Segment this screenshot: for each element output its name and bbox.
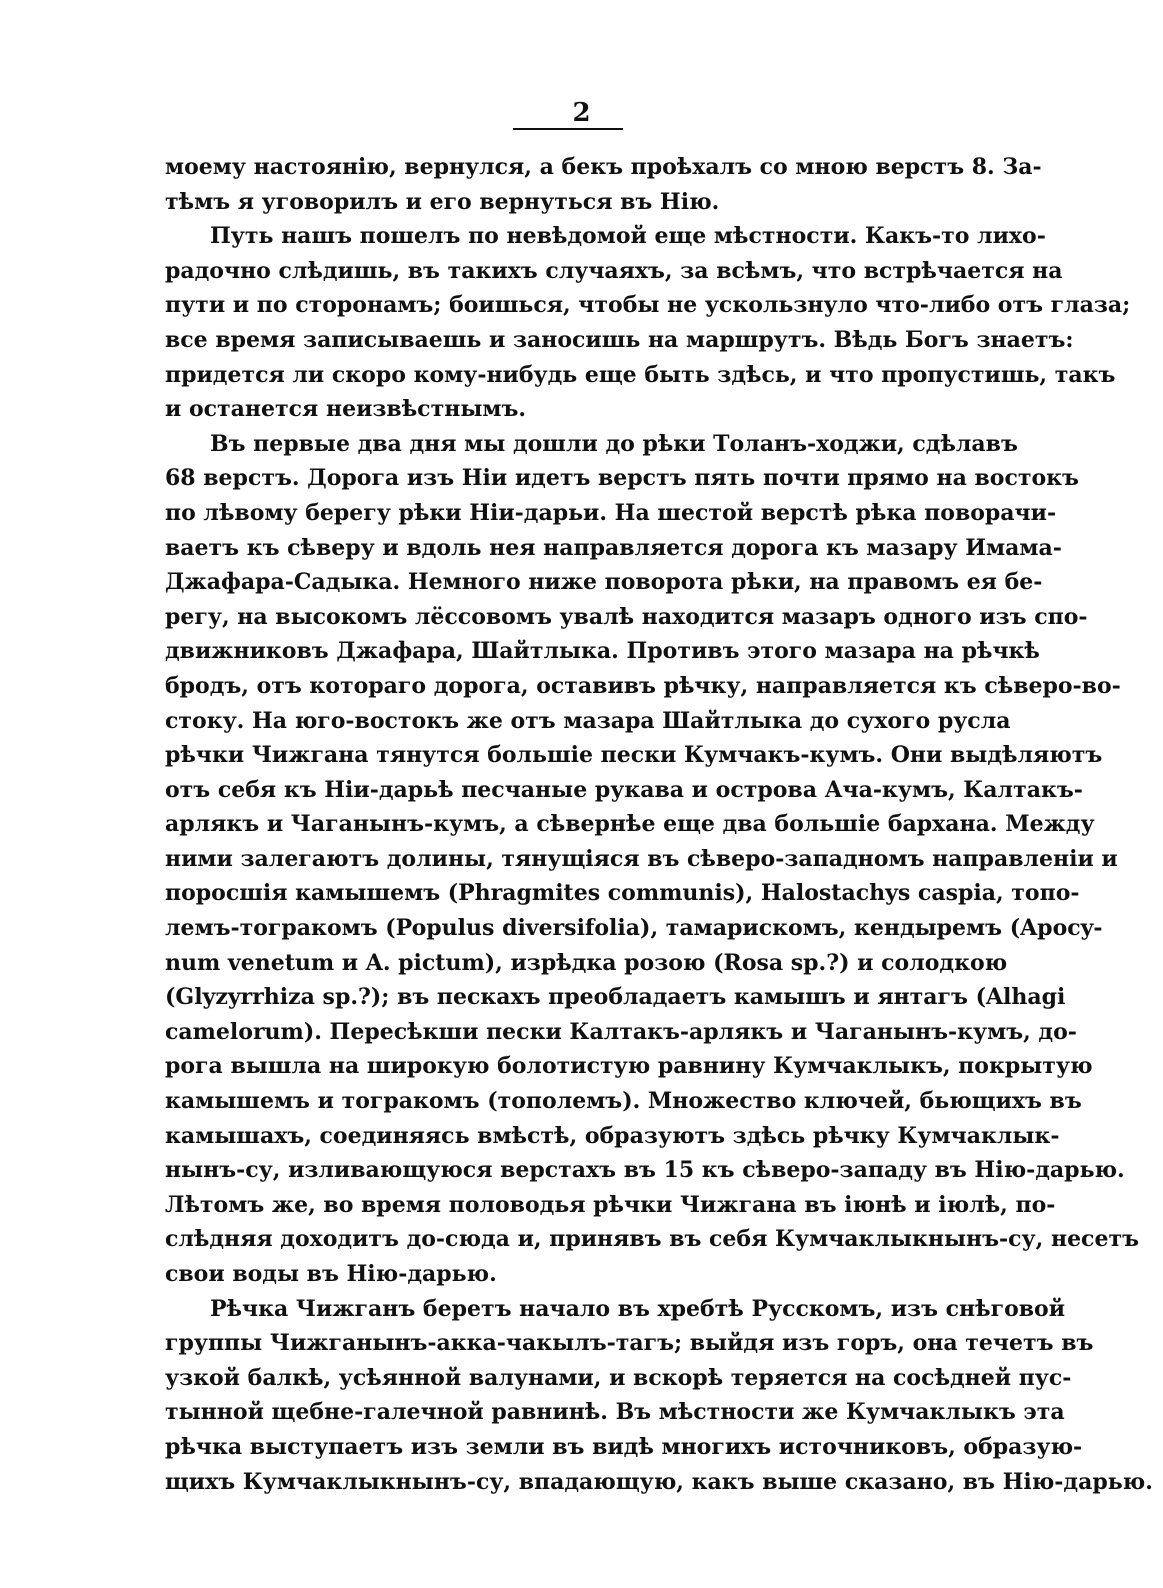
text-line: пути и по сторонамъ; боишься, чтобы не ускользнуло что-либо отъ глаза; <box>165 292 1131 319</box>
text-line: по лѣвому берегу рѣки Ніи-дарьи. На шестой верстѣ рѣка поворачи- <box>165 499 1057 526</box>
text-line: Въ первые два дня мы дошли до рѣки Толанъ-ходжи, сдѣлавъ <box>210 430 1018 457</box>
text-line: свои воды въ Нію-дарью. <box>165 1261 497 1287</box>
text-line: и останется неизвѣстнымъ. <box>165 396 527 423</box>
text-line: camelorum). Пересѣкши пески Калтакъ-арлякъ и Чаганынъ-кумъ, до- <box>165 1018 1077 1045</box>
paragraph <box>165 150 1042 219</box>
text-line: 68 верстъ. Дорога изъ Ніи идетъ верстъ пять почти прямо на востокъ <box>165 465 1079 492</box>
paragraph <box>165 1292 1153 1500</box>
text-line: придется ли скоро кому-нибудь еще быть здѣсь, и что пропустишь, такъ <box>165 361 1116 388</box>
text-line: стоку. На юго-востокъ же отъ мазара Шайтлыка до сухого русла <box>165 707 1011 734</box>
text-line: камышемъ и тогракомъ (тополемъ). Множество ключей, бьющихъ въ <box>165 1088 1082 1115</box>
text-line: Рѣчка Чижганъ беретъ начало въ хребтѣ Русскомъ, изъ снѣговой <box>210 1295 1066 1322</box>
text-line: щихъ Кумчаклыкнынъ-су, впадающую, какъ выше сказано, въ Нію-дарью. <box>165 1468 1153 1495</box>
text-line: рѣчка выступаетъ изъ земли въ видѣ многихъ источниковъ, образую- <box>165 1433 1083 1460</box>
body-text <box>165 150 1153 1499</box>
paragraph <box>165 427 1139 1292</box>
text-line: слѣдняя доходитъ до-сюда и, принявъ въ себя Кумчаклыкнынъ-су, несетъ <box>165 1226 1139 1253</box>
text-line: радочно слѣдишь, въ такихъ случаяхъ, за всѣмъ, что встрѣчается на <box>165 257 1063 284</box>
text-line: нынъ-су, изливающуюся верстахъ въ 15 къ сѣверо-западу въ Нію-дарью. <box>165 1157 1125 1184</box>
text-line: арлякъ и Чаганынъ-кумъ, а сѣвернѣе еще два большіе бархана. Между <box>165 811 1095 838</box>
text-line: все время записываешь и заносишь на маршрутъ. Вѣдь Богъ знаетъ: <box>165 326 1074 353</box>
text-line: поросшія камышемъ (Phragmites communis), Halostachys caspia, топо- <box>165 880 1080 907</box>
text-line: бродъ, отъ котораго дорога, оставивъ рѣчку, направляется къ сѣверо-во- <box>165 672 1121 699</box>
text-line: тынной щебне-галечной равнинѣ. Въ мѣстности же Кумчаклыкъ эта <box>165 1399 1065 1426</box>
text-line: регу, на высокомъ лёссовомъ увалѣ находится мазаръ одного изъ спо- <box>165 603 1088 630</box>
text-line: лемъ-тогракомъ (Populus diversifolia), тамарискомъ, кендыремъ (Apocy- <box>165 915 1103 942</box>
text-line: движниковъ Джафара, Шайтлыка. Противъ этого мазара на рѣчкѣ <box>165 638 1040 665</box>
text-line: рѣчки Чижгана тянутся большіе пески Кумчакъ-кумъ. Они выдѣляютъ <box>165 742 1103 769</box>
text-line: ними залегаютъ долины, тянущіяся въ сѣверо-западномъ направленіи и <box>165 845 1118 872</box>
text-line: моему настоянію, вернулся, а бекъ проѣхалъ со мною верстъ 8. За- <box>165 154 1042 180</box>
text-line: группы Чижганынъ-акка-чакылъ-тагъ; выйдя изъ горъ, она течетъ въ <box>165 1330 1094 1357</box>
page-number-rule <box>513 128 623 130</box>
text-line: камышахъ, соединяясь вмѣстѣ, образуютъ здѣсь рѣчку Кумчаклык- <box>165 1122 1060 1149</box>
text-line: num venetum и A. pictum), изрѣдка розою (Rosa sp.?) и солодкою <box>165 949 1008 976</box>
paragraph <box>165 219 1131 427</box>
text-line: узкой балкѣ, усѣянной валунами, и вскорѣ теряется на сосѣдней пус- <box>165 1364 1072 1391</box>
text-line: (Glyzyrrhiza sp.?); въ пескахъ преобладаетъ камышъ и янтагъ (Alhagi <box>165 984 1066 1011</box>
text-line: Джафара-Садыка. Немного ниже поворота рѣки, на правомъ ея бе- <box>165 569 1043 596</box>
text-line: ваетъ къ сѣверу и вдоль нея направляется дорога къ мазару Имама- <box>165 534 1062 561</box>
text-line: тѣмъ я уговорилъ и его вернуться въ Нію. <box>165 188 720 215</box>
text-line: Путь нашъ пошелъ по невѣдомой еще мѣстности. Какъ-то лихо- <box>210 223 1046 250</box>
text-line: рога вышла на широкую болотистую равнину Кумчаклыкъ, покрытую <box>165 1053 1093 1080</box>
page-number: 2 <box>572 98 591 128</box>
text-line: отъ себя къ Ніи-дарьѣ песчаные рукава и острова Ача-кумъ, Калтакъ- <box>165 776 1083 803</box>
text-line: Лѣтомъ же, во время половодья рѣчки Чижгана въ іюнѣ и іюлѣ, по- <box>165 1191 1056 1218</box>
